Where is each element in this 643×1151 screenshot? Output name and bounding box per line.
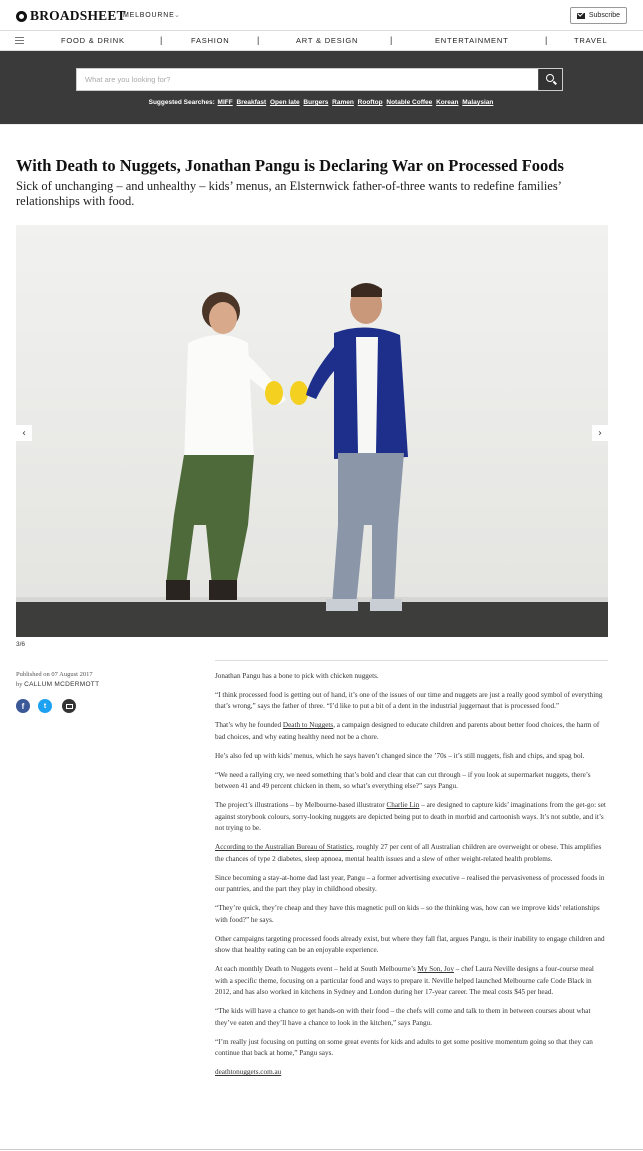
nav-item-food-drink[interactable]: FOOD & DRINK — [61, 36, 125, 45]
search-band — [0, 51, 643, 124]
gallery-counter: 3/6 — [16, 641, 26, 648]
hero-photo — [16, 225, 608, 637]
gallery-image — [16, 225, 608, 637]
paragraph-text: Other campaigns targeting processed foods already exist, but where they fall flat, argues Pangu, is their inability to engage children and show that healthy eating can be an enjoyable experience. — [215, 934, 605, 955]
paragraph-text: He’s also fed up with kids’ menus, which he says haven’t changed since the ’70s – it’s still nuggets, fish and chips, and spag bol. — [215, 751, 585, 760]
suggestion-link[interactable]: Burgers — [303, 99, 329, 106]
chevron-down-icon[interactable]: ⌄ — [174, 11, 180, 19]
suggestion-link[interactable]: Ramen — [332, 99, 354, 106]
suggestion-link[interactable]: Korean — [436, 99, 459, 106]
paragraph-text: “We need a rallying cry, we need something that’s bold and clear that can cut through – if you look at supermarket nuggets, there’s between 41 and 49 percent chicken in them, so what’s everything else?” says Pangu. — [215, 770, 591, 791]
article-paragraph — [215, 690, 608, 713]
byline — [16, 681, 99, 688]
twitter-icon: t — [43, 702, 47, 710]
article-paragraph — [215, 964, 608, 999]
facebook-icon: f — [21, 701, 25, 711]
gallery-next-button[interactable]: › — [592, 425, 608, 441]
byline-label: by — [16, 681, 23, 688]
paragraph-text: That’s why he founded — [215, 721, 283, 730]
nav-item-art-design[interactable]: ART & DESIGN — [296, 36, 359, 45]
paragraph-text: Jonathan Pangu has a bone to pick with chicken nuggets. — [215, 672, 379, 680]
nav-item-entertainment[interactable]: ENTERTAINMENT — [435, 36, 509, 45]
inline-link[interactable]: Charlie Lin — [386, 801, 420, 810]
search-box — [76, 68, 563, 91]
published-label: Published on — [16, 671, 50, 678]
article-paragraph — [215, 671, 608, 683]
paragraph-text: “They’re quick, they’re cheap and they have this magnetic pull on kids – so the thinking was, how can we improve kids’ relationships with food?” he says. — [215, 904, 600, 924]
nav-separator: | — [545, 35, 548, 45]
mail-icon — [577, 13, 585, 19]
search-input[interactable] — [77, 69, 538, 90]
article-paragraph — [215, 1037, 608, 1060]
nav-separator: | — [390, 35, 393, 45]
paragraph-text: At each monthly Death to Nuggets event – held at South Melbourne’s — [215, 965, 418, 974]
article-body — [215, 671, 608, 1086]
paragraph-text: The project’s illustrations – by Melbourne-based illustrator — [215, 801, 387, 810]
site-header — [0, 0, 643, 31]
suggestion-link[interactable]: Breakfast — [236, 99, 267, 106]
logo-mark-icon — [16, 11, 27, 22]
divider — [0, 124, 643, 125]
paragraph-text: Since becoming a stay-at-home dad last year, Pangu – a former advertising executive – realised the pervasiveness of processed foods in our pantries, and the part they play in childhood obesity. — [215, 873, 605, 894]
nav-separator: | — [257, 35, 260, 45]
paragraph-text: “I think processed food is getting out of hand, it’s one of the issues of our time and nuggets are just a really good symbol of everything that’s wrong,” says the father of three. “I’d like to put a bit of a dent in the industrial juggernaut that is processed food.” — [215, 690, 603, 711]
search-button[interactable] — [538, 69, 562, 90]
suggestion-link[interactable]: MIFF — [217, 99, 233, 106]
subscribe-label: Subscribe — [588, 12, 620, 19]
article-paragraph — [215, 873, 608, 896]
twitter-share-button[interactable] — [38, 699, 52, 713]
suggestion-link[interactable]: Rooftop — [357, 99, 383, 106]
email-icon — [66, 704, 73, 709]
inline-link[interactable]: Death to Nuggets — [282, 721, 334, 730]
divider — [215, 660, 608, 661]
paragraph-text: “The kids will have a chance to get hands-on with their food – the chefs will come and talk to them in between courses about what they’ve eaten and they’ll have a chance to look in the kitchen,” says Pangu. — [215, 1007, 591, 1027]
article-paragraph — [215, 720, 608, 743]
suggested-searches — [0, 99, 643, 106]
paragraph-text: , a campaign designed to educate children and parents about better food choices, the harm of bad choices, and why eating healthy need not be a chore. — [215, 721, 600, 741]
main-nav — [0, 31, 643, 51]
article-title: With Death to Nuggets, Jonathan Pangu is Declaring War on Processed Foods — [16, 156, 564, 175]
article-standfirst: Sick of unchanging – and unhealthy – kids’ menus, an Elsternwick father-of-three wants to redefine families’ relationships with food. — [16, 179, 561, 208]
divider — [0, 1149, 643, 1150]
suggestion-link[interactable]: Open late — [269, 99, 300, 106]
paragraph-text: , roughly 27 per cent of all Australian children are overweight or obese. This amplifies the chances of type 2 diabetes, sleep apnoea, mental health issues and a slew of other weight-related health problems. — [215, 843, 602, 863]
article-paragraph — [215, 1006, 608, 1029]
article-paragraph — [215, 1067, 608, 1079]
article-paragraph — [215, 770, 608, 793]
paragraph-text: – are designed to capture kids’ imaginations from the get-go: set against storybook colours, sorry-looking nuggets are depicted being put to death in morbid and cartoonish ways. It’s not subtle, and it’s not trying to be. — [215, 801, 606, 833]
site-logo[interactable] — [16, 8, 126, 24]
author-link[interactable]: CALLUM MCDERMOTT — [24, 681, 100, 688]
nav-separator: | — [160, 35, 163, 45]
paragraph-text: “I’m really just focusing on putting on some great events for kids and adults to get some positive momentum going so that they can continue that back at home,” Pangu says. — [215, 1037, 593, 1058]
article-paragraph — [215, 751, 608, 763]
facebook-share-button[interactable] — [16, 699, 30, 713]
nav-item-travel[interactable]: TRAVEL — [574, 36, 608, 45]
search-icon — [546, 74, 554, 82]
suggested-searches-label: Suggested Searches: — [148, 99, 215, 106]
subscribe-button[interactable] — [570, 7, 627, 24]
published-date — [16, 671, 93, 678]
published-date-value: 07 August 2017 — [51, 671, 93, 678]
article-paragraph — [215, 842, 608, 865]
article-paragraph — [215, 903, 608, 926]
suggestion-link[interactable]: Malaysian — [462, 99, 494, 106]
menu-icon[interactable] — [15, 37, 24, 44]
inline-link[interactable]: deathtonuggets.com.au — [215, 1068, 282, 1077]
inline-link[interactable]: According to the Australian Bureau of Statistics — [215, 843, 353, 852]
logo-text: BROADSHEET — [30, 8, 126, 23]
gallery-prev-button[interactable]: ‹ — [16, 425, 32, 441]
email-share-button[interactable] — [62, 699, 76, 713]
inline-link[interactable]: My Son, Joy — [417, 965, 454, 974]
article-paragraph — [215, 934, 608, 957]
nav-item-fashion[interactable]: FASHION — [191, 36, 230, 45]
article-paragraph — [215, 800, 608, 835]
paragraph-text: – chef Laura Neville designs a four-course meal with a specific theme, focusing on a particular food and ways to prepare it. Neville helped launched Melbourne cafe Code Black in 2012, and has also worked in kitchens in Sydney and London during her 17-year career. The meal costs $45 per head. — [215, 965, 594, 997]
suggestion-link[interactable]: Notable Coffee — [386, 99, 433, 106]
city-selector[interactable]: MELBOURNE — [123, 12, 175, 19]
